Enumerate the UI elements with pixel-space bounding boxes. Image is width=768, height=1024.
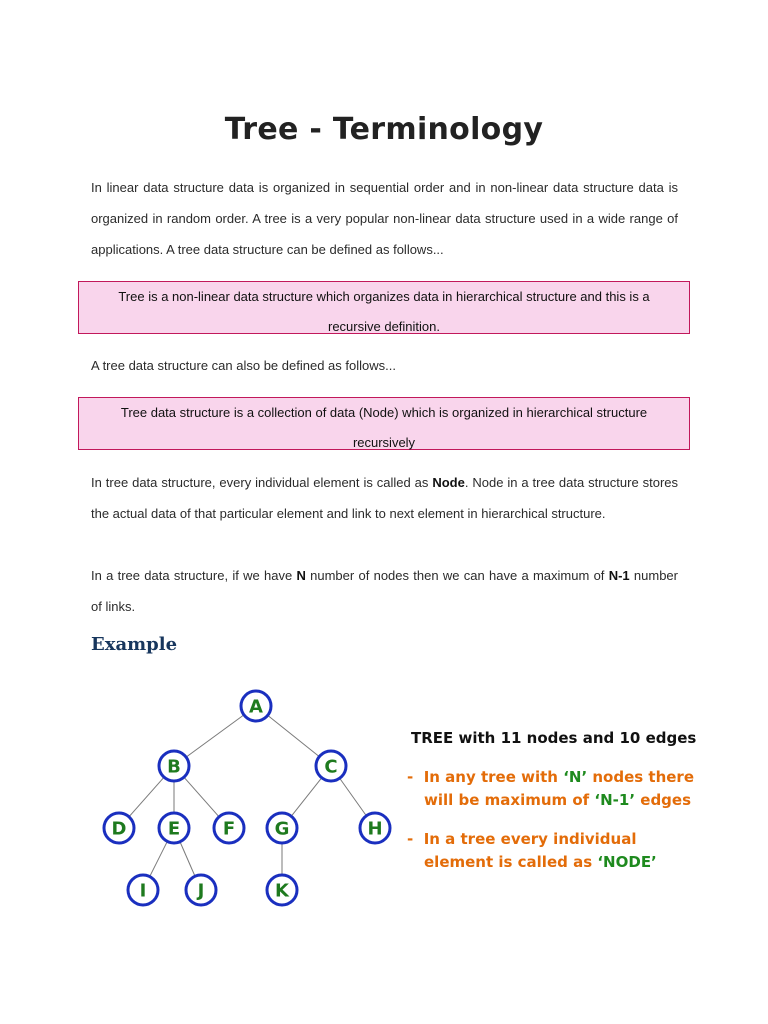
- also-defined-text: A tree data structure can also be defined as follows...: [91, 358, 396, 373]
- tree-node-d: [104, 813, 134, 843]
- note-node-definition-line1: [407, 828, 657, 851]
- links-n-minus-1-term: N-1: [608, 568, 630, 583]
- links-paragraph: [91, 560, 678, 622]
- links-paragraph-part1: In a tree data structure, if we have: [91, 568, 297, 583]
- tree-edge-c-h: [340, 778, 367, 816]
- tree-node-label: J: [197, 880, 205, 902]
- tree-node-label: C: [324, 756, 338, 778]
- tree-diagram: [95, 682, 405, 912]
- links-paragraph-part3: number of links.: [91, 568, 678, 614]
- definition-box-2: Tree data structure is a collection of data (Node) which is organized in hierarchical structure recursively: [78, 397, 690, 450]
- links-n-term: N: [296, 568, 306, 583]
- tree-edge-e-j: [180, 842, 195, 876]
- tree-node-label: B: [167, 756, 181, 778]
- tree-node-label: K: [275, 880, 289, 902]
- tree-node-i: [128, 875, 158, 905]
- note-1-n: ‘N’: [563, 768, 588, 786]
- node-paragraph-before: In tree data structure, every individual element is called as: [91, 475, 433, 490]
- tree-node-label: H: [367, 818, 383, 840]
- note-2-dash: -: [407, 830, 414, 848]
- tree-node-e: [159, 813, 189, 843]
- tree-node-label: A: [249, 696, 263, 718]
- tree-edges: [129, 715, 366, 877]
- tree-node-label: G: [274, 818, 290, 840]
- tree-node-k: [267, 875, 297, 905]
- figure-caption: TREE with 11 nodes and 10 edges: [411, 729, 697, 747]
- node-term: Node: [432, 475, 465, 490]
- node-paragraph: [91, 467, 678, 529]
- note-max-edges-line1: [407, 766, 694, 789]
- tree-edge-a-c: [268, 715, 320, 756]
- tree-node-label: I: [139, 880, 147, 902]
- note-max-edges-line2: [407, 789, 694, 812]
- note-1-part1: In any tree with: [423, 768, 564, 786]
- note-2-node: ‘NODE’: [597, 853, 657, 871]
- tree-edge-b-f: [184, 777, 219, 817]
- note-max-edges: [407, 766, 694, 812]
- note-2-line2a: element is called as: [424, 853, 598, 871]
- note-1-line2b: edges: [635, 791, 692, 809]
- note-node-definition: [407, 828, 657, 874]
- tree-node-j: [186, 875, 216, 905]
- tree-nodes: [104, 691, 390, 905]
- tree-node-b: [159, 751, 189, 781]
- note-1-line2a: will be maximum of: [424, 791, 595, 809]
- note-1-part2: nodes there: [587, 768, 695, 786]
- links-paragraph-part2: number of nodes then we can have a maximum of: [305, 568, 609, 583]
- tree-node-g: [267, 813, 297, 843]
- tree-edge-e-i: [150, 841, 168, 876]
- note-1-n1: ‘N-1’: [594, 791, 636, 809]
- tree-node-f: [214, 813, 244, 843]
- intro-paragraph: In linear data structure data is organized in sequential order and in non-linear data structure data is organized in random order. A tree is a very popular non-linear data structure used in a wide range of applications. A tree data structure can be defined as follows...: [91, 180, 678, 257]
- definition-box-1: Tree is a non-linear data structure which organizes data in hierarchical structure and this is a recursive definition.: [78, 281, 690, 334]
- tree-node-h: [360, 813, 390, 843]
- note-1-dash: -: [407, 768, 414, 786]
- tree-node-label: E: [167, 818, 181, 840]
- tree-edge-a-b: [186, 715, 244, 757]
- note-2-line1: In a tree every individual: [423, 830, 637, 848]
- note-node-definition-line2: [407, 851, 657, 874]
- tree-node-c: [316, 751, 346, 781]
- tree-node-label: F: [222, 818, 236, 840]
- example-heading: Example: [91, 634, 178, 655]
- tree-edge-b-d: [129, 777, 164, 817]
- tree-edge-c-g: [291, 778, 321, 816]
- tree-node-label: D: [111, 818, 127, 840]
- tree-node-a: [241, 691, 271, 721]
- node-paragraph-after: . Node in a tree data structure stores the actual data of that particular element and link to next element in hierarchical structure.: [91, 475, 679, 521]
- page-title: Tree - Terminology: [224, 112, 544, 147]
